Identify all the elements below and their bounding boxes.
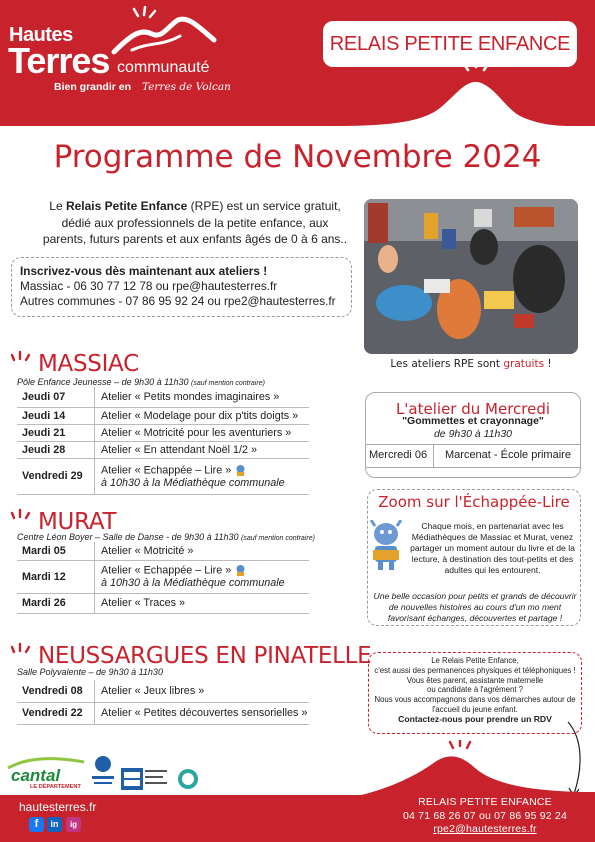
- schedule-activity: Atelier « Modelage pour dix p'tits doigts »: [95, 407, 310, 424]
- table-row: [17, 680, 309, 702]
- table-row: [17, 387, 309, 407]
- murat-note: (sauf mention contraire): [241, 535, 315, 542]
- cantal-logo-sub: LE DÉPARTEMENT: [30, 784, 81, 790]
- intro-prefix: Le: [49, 199, 66, 213]
- mercredi-day: Mercredi 06: [369, 449, 428, 461]
- zoom-footnote: Une belle occasion pour petits et grands de découvrir de nouvelles histoires au cours d'un mo ment favorisant échanges, découvertes et partage !: [373, 591, 577, 623]
- photo-caption: [364, 358, 578, 370]
- mercredi-subtitle: "Gommettes et crayonnage": [402, 415, 544, 427]
- schedule-activity: Atelier « Petits mondes imaginaires »: [95, 387, 310, 407]
- schedule-activity-cell: [95, 458, 310, 494]
- sparkle-icon: [10, 508, 32, 526]
- signup-box: [11, 257, 352, 317]
- reading-character-icon: [369, 520, 403, 572]
- intro-line3: parents, futurs parents et aux enfants âgés de 0 à 6 ans..: [42, 232, 348, 246]
- workshop-photo-illustration: [364, 199, 578, 354]
- mercredi-place: Marcenat - École primaire: [445, 449, 571, 461]
- signup-heading: Inscrivez-vous dès maintenant aux ateliers !: [20, 264, 268, 278]
- schedule-activity-detail: à 10h30 à la Médiathèque communale: [101, 577, 285, 589]
- footer-website[interactable]: hautesterres.fr: [19, 800, 97, 814]
- schedule-day: Vendredi 22: [17, 702, 95, 724]
- reading-character-icon: [234, 464, 247, 477]
- mercredi-divider: [433, 445, 434, 467]
- schedule-day: Jeudi 14: [17, 407, 95, 424]
- mercredi-title: L'atelier du Mercredi: [395, 400, 551, 418]
- schedule-day: Mardi 05: [17, 542, 95, 560]
- schedule-day: Mardi 26: [17, 593, 95, 613]
- massiac-title: MASSIAC: [38, 351, 139, 377]
- contact-line: ou candidate à l'agrément ?: [427, 685, 523, 695]
- workshop-photo: [364, 199, 578, 354]
- instagram-icon[interactable]: ig: [66, 817, 81, 832]
- table-row: [17, 542, 309, 560]
- murat-subtitle-text: Centre Léon Boyer – Salle de Danse - de 9h30 à 11h30: [17, 532, 239, 542]
- neussargues-subtitle: Salle Polyvalente – de 9h30 à 11h30: [17, 667, 163, 677]
- massiac-subtitle: [17, 377, 265, 387]
- signup-line-massiac: Massiac - 06 30 77 12 78 ou rpe@hautesterres.fr: [20, 279, 278, 293]
- schedule-activity: Atelier « Motricité »: [95, 542, 310, 560]
- schedule-activity-detail: à 10h30 à la Médiathèque communale: [101, 476, 285, 489]
- schedule-day: Jeudi 28: [17, 441, 95, 458]
- photo-caption-end: !: [544, 358, 552, 370]
- photo-caption-highlight: gratuits: [503, 358, 545, 370]
- massiac-note: (sauf mention contraire): [191, 380, 265, 387]
- mercredi-row: [365, 444, 581, 468]
- footer-email-link[interactable]: rpe2@hautesterres.fr: [433, 823, 537, 835]
- relais-logo-icon: [175, 768, 201, 790]
- schedule-activity: Atelier « Traces »: [95, 593, 310, 613]
- mercredi-time: de 9h30 à 11h30: [433, 428, 513, 440]
- logo-communaute: communauté: [117, 59, 210, 76]
- photo-caption-text: Les ateliers RPE sont: [390, 358, 504, 370]
- table-row: [17, 458, 309, 494]
- signup-line-other: Autres communes - 07 86 95 92 24 ou rpe2@hautesterres.fr: [20, 294, 336, 308]
- neussargues-schedule-table: [17, 680, 309, 725]
- logo-tagline: Bien grandir en: [54, 81, 132, 93]
- schedule-day: Vendredi 08: [17, 680, 95, 702]
- table-row: [17, 424, 309, 441]
- logo-hautes: Hautes: [9, 24, 73, 46]
- massiac-schedule-table: [17, 387, 309, 495]
- murat-subtitle: [17, 532, 315, 542]
- schedule-activity: Atelier « Jeux libres »: [95, 680, 310, 702]
- contact-cta: Contactez-nous pour prendre un RDV: [398, 713, 552, 724]
- intro-text: [30, 198, 360, 248]
- contact-line: c'est aussi des permanences physiques et téléphoniques !: [374, 665, 576, 675]
- table-row: [17, 593, 309, 613]
- schedule-activity: Atelier « Motricité pour les aventuriers »: [95, 424, 310, 441]
- facebook-icon[interactable]: f: [29, 817, 44, 832]
- murat-schedule-table: [17, 542, 309, 614]
- zoom-title: Zoom sur l'Échappée-Lire: [378, 493, 570, 511]
- schedule-activity: Atelier « Echappée – Lire »: [101, 463, 232, 476]
- service-label-box: RELAIS PETITE ENFANCE: [323, 21, 577, 67]
- schedule-day: Vendredi 29: [17, 458, 95, 494]
- logo-terres: Terres: [8, 40, 110, 81]
- page-title: Programme de Novembre 2024: [53, 139, 542, 175]
- schedule-day: Mardi 12: [17, 560, 95, 593]
- contact-line: Le Relais Petite Enfance,: [431, 656, 519, 665]
- neussargues-title: NEUSSARGUES EN PINATELLE: [38, 643, 372, 669]
- msa-logo-icon: [121, 768, 143, 790]
- table-row: [17, 407, 309, 424]
- contact-line: Nous vous accompagnons dans vos démarches autour de: [374, 695, 576, 705]
- logo-volcano-icon: [110, 6, 218, 58]
- footer-phones: 04 71 68 26 07 ou 07 86 95 92 24: [402, 809, 568, 822]
- schedule-activity: Atelier « Petites découvertes sensorielles »: [95, 702, 310, 724]
- zoom-body: Chaque mois, en partenariat avec les Médiathèques de Massiac et Murat, venez partager un moment autour du livre et de la lecture, à destination des tout-petits et des adultes qui les entourent.: [410, 521, 575, 575]
- schedule-activity: Atelier « Echappée – Lire »: [101, 564, 232, 577]
- murat-title: MURAT: [38, 509, 117, 535]
- intro-line1: (RPE) est un service gratuit,: [187, 199, 341, 213]
- reading-character-icon: [234, 564, 247, 577]
- msa-text-logo-icon: [145, 768, 171, 790]
- contact-text: [370, 656, 580, 725]
- cantal-logo: cantal: [11, 766, 61, 785]
- logo-tagline-script: Terres de Volcan: [142, 81, 231, 93]
- schedule-activity: Atelier « En attendant Noël 1/2 »: [95, 441, 310, 458]
- intro-line2: dédié aux professionnels de la petite enfance, aux: [61, 215, 329, 230]
- caf-logo-icon: [88, 754, 118, 790]
- linkedin-icon[interactable]: in: [47, 817, 62, 832]
- table-row: [17, 560, 309, 593]
- schedule-activity-cell: [95, 560, 310, 593]
- footer-wave-shape: [340, 740, 595, 800]
- footer-contact: [380, 796, 590, 837]
- table-row: [17, 441, 309, 458]
- contact-line: Vous êtes parent, assistante maternelle: [406, 675, 544, 685]
- intro-bold: Relais Petite Enfance: [65, 199, 188, 213]
- massiac-subtitle-text: Pôle Enfance Jeunesse – de 9h30 à 11h30: [17, 377, 189, 387]
- sparkle-icon: [10, 642, 32, 660]
- schedule-day: Jeudi 07: [17, 387, 95, 407]
- table-row: [17, 702, 309, 724]
- sparkle-icon: [10, 350, 32, 368]
- contact-line: l'accueil du jeune enfant.: [432, 704, 518, 714]
- footer-label: RELAIS PETITE ENFANCE: [418, 796, 552, 808]
- schedule-day: Jeudi 21: [17, 424, 95, 441]
